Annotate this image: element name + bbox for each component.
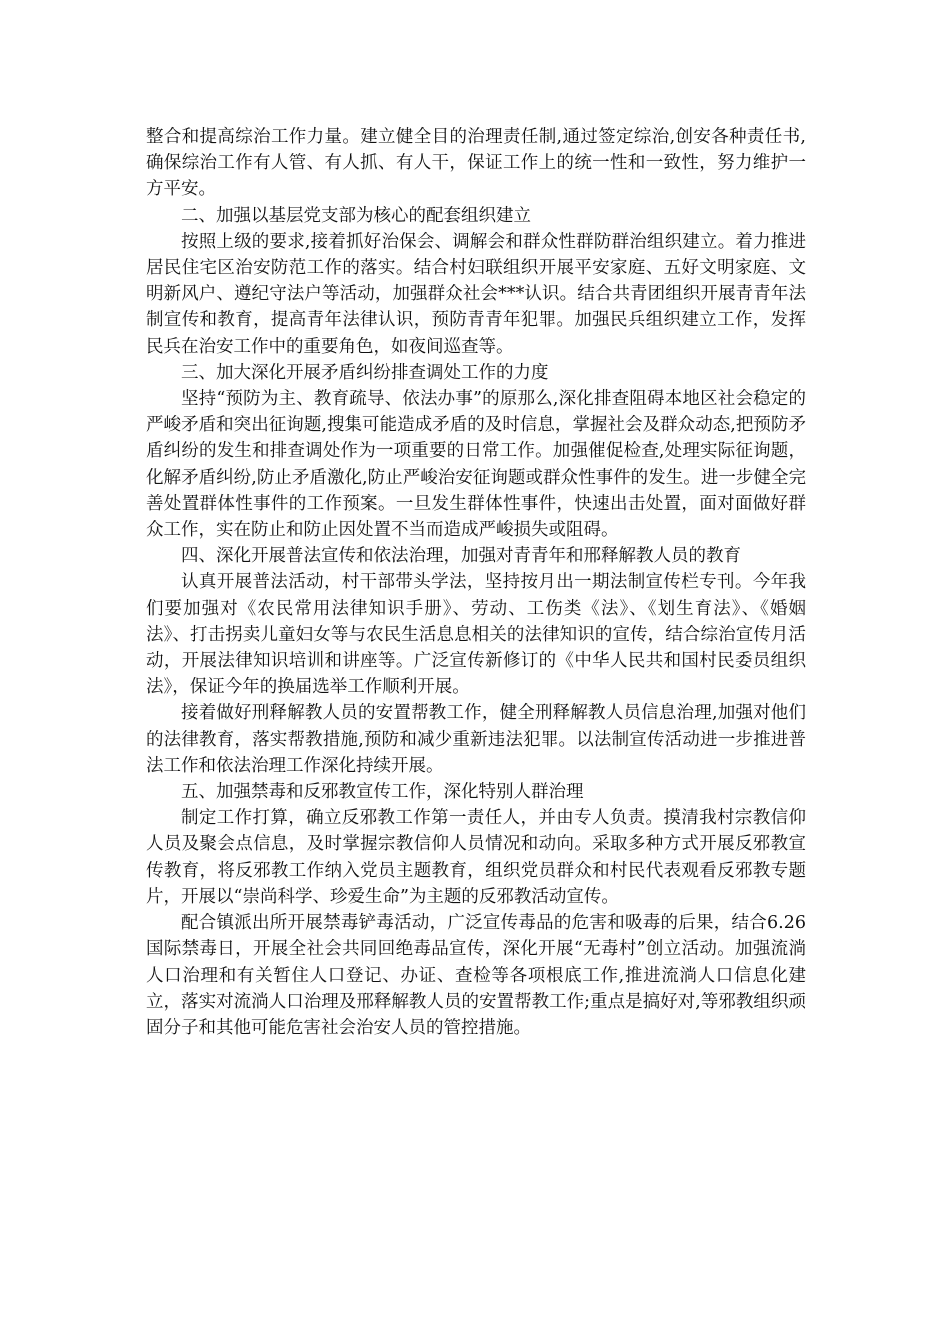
paragraph-continuation: 整合和提高综治工作力量。建立健全目的治理责任制,通过签定综治,创安各种责任书,确保综治工作有人管、有人抓、有人干，保证工作上的统一性和一致性，努力维护一方平安。 — [146, 127, 806, 200]
section-heading-3: 三、加大深化开展矛盾纠纷排查调处工作的力度 — [181, 362, 549, 383]
document-body — [146, 124, 806, 1041]
section-heading-5: 五、加强禁毒和反邪教宣传工作，深化特别人群治理 — [181, 782, 584, 803]
paragraph: 认真开展普法活动，村干部带头学法，坚持按月出一期法制宣传栏专刊。今年我们要加强对《农民常用法律知识手册》、劳动、工伤类《法》、《划生育法》、《婚姻法》、打击拐卖儿童妇女等与农民生活息息相关的法律知识的宣传，结合综治宣传月活动，开展法律知识培训和讲座等。广泛宣传新修订的《中华人民共和国村民委员组织法》，保证今年的换届选举工作顺利开展。 — [146, 572, 806, 698]
paragraph: 按照上级的要求,接着抓好治保会、调解会和群众性群防群治组织建立。着力推进居民住宅区治安防范工作的落实。结合村妇联组织开展平安家庭、五好文明家庭、文明新风户、遵纪守法户等活动，加强群众社会***认识。结合共青团组织开展青青年法制宣传和教育，提高青年法律认识，预防青青年犯罪。加强民兵组织建立工作，发挥民兵在治安工作中的重要角色，如夜间巡查等。 — [146, 231, 806, 357]
section-heading-2: 二、加强以基层党支部为核心的配套组织建立 — [181, 205, 531, 226]
paragraph: 配合镇派出所开展禁毒铲毒活动，广泛宣传毒品的危害和吸毒的后果，结合6.26国际禁毒日，开展全社会共同回绝毒品宣传，深化开展“无毒村”创立活动。加强流淌人口治理和有关暂住人口登记、办证、查检等各项根底工作,推进流淌人口信息化建立，落实对流淌人口治理及邢释解教人员的安置帮教工作;重点是搞好对,等邪教组织顽固分子和其他可能危害社会治安人员的管控措施。 — [146, 913, 806, 1038]
section-heading-4: 四、深化开展普法宣传和依法治理，加强对青青年和邢释解教人员的教育 — [181, 546, 741, 567]
paragraph: 坚持“预防为主、教育疏导、依法办事”的原那么,深化排查阻碍本地区社会稳定的严峻矛盾和突出征询题,搜集可能造成矛盾的及时信息，掌握社会及群众动态,把预防矛盾纠纷的发生和排查调处作为一项重要的日常工作。加强催促检查,处理实际征询题，化解矛盾纠纷,防止矛盾激化,防止严峻治安征询题或群众性事件的发生。进一步健全完善处置群体性事件的工作预案。一旦发生群体性事件，快速出击处置，面对面做好群众工作，实在防止和防止因处置不当而造成严峻损失或阻碍。 — [146, 389, 806, 541]
paragraph: 制定工作打算，确立反邪教工作第一责任人，并由专人负责。摸清我村宗教信仰人员及聚会点信息，及时掌握宗教信仰人员情况和动向。采取多种方式开展反邪教宣传教育，将反邪教工作纳入党员主题教育，组织党员群众和村民代表观看反邪教专题片，开展以“崇尚科学、珍爱生命”为主题的反邪教活动宣传。 — [146, 808, 806, 907]
paragraph: 接着做好刑释解教人员的安置帮教工作，健全刑释解教人员信息治理,加强对他们的法律教育，落实帮教措施,预防和减少重新违法犯罪。以法制宣传活动进一步推进普法工作和依法治理工作深化持续开展。 — [146, 703, 806, 776]
